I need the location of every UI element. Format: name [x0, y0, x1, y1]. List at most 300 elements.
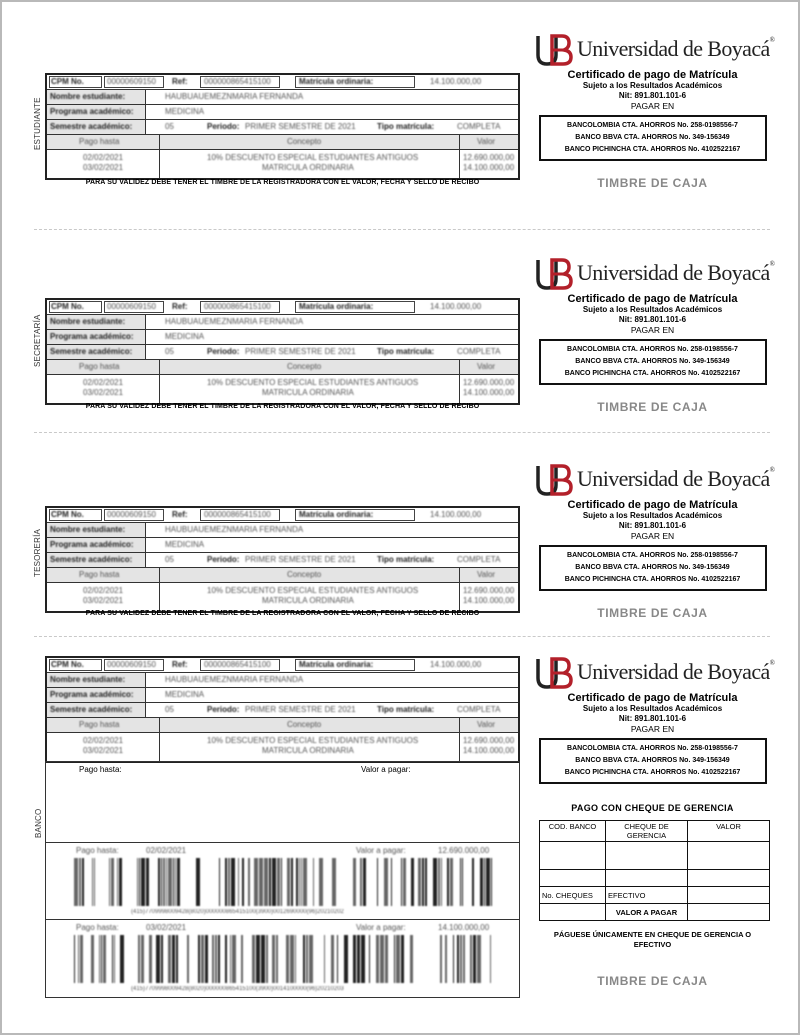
barcode-bar	[457, 935, 459, 983]
ref-value: 000000865415100	[204, 77, 271, 86]
barcode-2-value-label: Valor a pagar:	[356, 923, 406, 932]
certificate-header	[535, 33, 775, 161]
valor-a-pagar-total-label: VALOR A PAGAR	[606, 904, 688, 921]
type-label: Tipo matrícula:	[377, 705, 435, 714]
barcode-bar	[120, 935, 124, 983]
barcode-2	[74, 935, 492, 983]
barcode-bar	[272, 935, 275, 983]
semester-label: Semestre académico:	[50, 555, 133, 564]
barcode-bar	[486, 858, 490, 906]
barcode-bar	[109, 858, 110, 906]
pay-at: PAGAR EN	[630, 101, 675, 111]
university-logo	[535, 463, 775, 497]
barcode-bar	[422, 858, 424, 906]
paguese-note: PÁGUESE ÚNICAMENTE EN CHEQUE DE GERENCIA O EFECTIVO	[553, 930, 752, 949]
barcode-bar	[261, 935, 265, 983]
value-header: Valor	[477, 570, 496, 579]
barcode-bar	[177, 858, 180, 906]
date-2: 03/02/2021	[83, 388, 124, 397]
row-cpm	[47, 75, 518, 90]
cpm-value: 00000609150	[107, 510, 156, 519]
certificate-header	[535, 463, 775, 591]
receipt-table	[45, 656, 520, 763]
type-label: Tipo matrícula:	[377, 555, 435, 564]
ub-logo-icon	[535, 463, 573, 497]
bank-account-bancolombia: BANCOLOMBIA CTA. AHORROS No. 258-0198556-7	[567, 346, 738, 353]
row-program	[47, 538, 518, 553]
barcode-bar	[269, 858, 271, 906]
row-semester	[47, 703, 518, 718]
barcode-bar	[138, 935, 140, 983]
cut-line	[34, 636, 770, 637]
barcode-bar	[158, 858, 160, 906]
barcode-bar	[101, 935, 102, 983]
amount-1: 12.690.000,00	[463, 153, 515, 162]
col-valor: VALOR	[688, 821, 770, 842]
barcode-bar	[168, 858, 172, 906]
barcode-bar	[161, 858, 162, 906]
barcode-bar	[205, 935, 208, 983]
type-value: COMPLETA	[457, 347, 501, 356]
barcode-bar	[396, 935, 400, 983]
barcode-bar	[425, 858, 427, 906]
num-cheques-label: No. CHEQUES	[540, 887, 606, 904]
barcode-bar	[94, 858, 95, 906]
barcode-2-code: (415)7709998009428(8020)000000865415100(3900)0014100000(96)20210203	[131, 986, 344, 992]
barcode-bar	[232, 935, 236, 983]
barcode-bar	[301, 858, 302, 906]
university-name: Universidad de Boyacá	[577, 659, 770, 684]
barcode-bar	[477, 935, 481, 983]
barcode-bar	[357, 935, 360, 983]
bank-copy-box	[45, 761, 520, 998]
barcode-bar	[112, 935, 113, 983]
barcode-bar	[463, 935, 465, 983]
barcode-bar	[276, 935, 278, 983]
ub-logo-icon	[535, 33, 573, 67]
barcode-bar	[287, 858, 290, 906]
bank-account-bbva: BANCO BBVA CTA. AHORROS No. 349-156349	[575, 757, 730, 764]
barcode-bar	[480, 858, 483, 906]
university-logo	[535, 257, 775, 291]
student-label: Nombre estudiante:	[50, 317, 126, 326]
certificate-header	[535, 656, 775, 784]
amount-2: 14.100.000,00	[463, 163, 515, 172]
certificate-subtitle: Sujeto a los Resultados Académicos	[582, 305, 723, 314]
amount-1: 12.690.000,00	[463, 586, 515, 595]
program-label: Programa académico:	[50, 332, 134, 341]
barcode-1-value: 12.690.000,00	[438, 846, 490, 855]
barcode-bar	[291, 858, 293, 906]
program-label: Programa académico:	[50, 690, 134, 699]
barcode-bar	[460, 935, 462, 983]
barcode-section-2	[46, 919, 519, 996]
barcode-bar	[272, 858, 276, 906]
date-2: 03/02/2021	[83, 746, 124, 755]
barcode-bar	[225, 858, 227, 906]
barcode-bar	[172, 935, 175, 983]
receipt-table	[45, 73, 520, 180]
bank-account-pichincha: BANCO PICHINCHA CTA. AHORROS No. 4102522167	[564, 370, 741, 377]
period-value: PRIMER SEMESTRE DE 2021	[245, 347, 356, 356]
barcode-bar	[401, 858, 402, 906]
cpm-value: 00000609150	[107, 302, 156, 311]
barcode-bar	[319, 858, 323, 906]
program-value: MEDICINA	[165, 332, 205, 341]
period-label: Periodo:	[207, 555, 240, 564]
row-headers	[47, 135, 518, 150]
certificate-title: Certificado de pago de Matrícula	[567, 69, 738, 81]
row-student	[47, 90, 518, 105]
student-label: Nombre estudiante:	[50, 675, 126, 684]
bank-accounts-box	[539, 339, 767, 385]
copy-label: ESTUDIANTE	[33, 97, 42, 150]
ref-label: Ref:	[172, 302, 188, 311]
row-semester	[47, 345, 518, 360]
bank-account-bbva: BANCO BBVA CTA. AHORROS No. 349-156349	[575, 564, 730, 571]
type-value: COMPLETA	[457, 555, 501, 564]
amount-2: 14.100.000,00	[463, 388, 515, 397]
cheque-row-2[interactable]	[540, 870, 606, 887]
row-cpm	[47, 658, 518, 673]
pay-until-header: Pago hasta	[79, 362, 120, 371]
barcode-bar	[91, 935, 94, 983]
cut-line	[34, 432, 770, 433]
barcode-bar	[277, 858, 280, 906]
barcode-bar	[149, 935, 152, 983]
registered-mark: ®	[769, 36, 775, 44]
barcode-bar	[146, 858, 149, 906]
barcode-bar	[303, 935, 305, 983]
matricula-label: Matrícula ordinaria:	[299, 77, 374, 86]
valor-a-pagar-total-value[interactable]	[688, 904, 770, 921]
barcode-bar	[281, 858, 282, 906]
matricula-label: Matrícula ordinaria:	[299, 510, 374, 519]
barcode-bar	[410, 935, 413, 983]
cheque-title: PAGO CON CHEQUE DE GERENCIA	[571, 803, 734, 813]
barcode-bar	[470, 935, 472, 983]
ref-label: Ref:	[172, 77, 188, 86]
ub-logo-icon	[535, 656, 573, 690]
barcode-bar	[187, 935, 189, 983]
row-items	[47, 150, 518, 178]
barcode-bar	[176, 935, 178, 983]
registered-mark: ®	[769, 260, 775, 268]
barcode-1-date-label: Pago hasta:	[76, 846, 119, 855]
barcode-bar	[306, 935, 308, 983]
barcode-bar	[462, 858, 463, 906]
barcode-bar	[163, 858, 165, 906]
barcode-bar	[259, 858, 263, 906]
row-program	[47, 688, 518, 703]
bank-account-bancolombia: BANCOLOMBIA CTA. AHORROS No. 258-0198556-7	[567, 122, 738, 129]
pay-at: PAGAR EN	[630, 724, 675, 734]
amount-2: 14.100.000,00	[463, 746, 515, 755]
barcode-bar	[360, 858, 362, 906]
barcode-bar	[252, 935, 255, 983]
university-logo	[535, 33, 775, 67]
barcode-bar	[460, 858, 461, 906]
concept-2: MATRICULA ORDINARIA	[262, 388, 354, 397]
student-value: HAUBUAUEMEZNMARIA FERNANDA	[165, 92, 304, 101]
semester-value: 05	[165, 347, 174, 356]
barcode-bar	[238, 858, 239, 906]
barcode-bar	[445, 935, 447, 983]
barcode-bar	[337, 935, 338, 983]
barcode-bar	[139, 858, 140, 906]
value-header: Valor	[477, 137, 496, 146]
certificate-title: Certificado de pago de Matrícula	[567, 692, 738, 704]
barcode-bar	[490, 935, 491, 983]
program-value: MEDICINA	[165, 690, 205, 699]
concept-1: 10% DESCUENTO ESPECIAL ESTUDIANTES ANTIGUOS	[207, 736, 419, 745]
program-value: MEDICINA	[165, 540, 205, 549]
period-label: Periodo:	[207, 347, 240, 356]
barcode-bar	[198, 935, 200, 983]
matricula-label: Matrícula ordinaria:	[299, 302, 374, 311]
barcode-bar	[175, 858, 176, 906]
concept-1: 10% DESCUENTO ESPECIAL ESTUDIANTES ANTIGUOS	[207, 378, 419, 387]
concept-2: MATRICULA ORDINARIA	[262, 746, 354, 755]
barcode-bar	[472, 858, 474, 906]
barcode-bar	[391, 858, 392, 906]
student-label: Nombre estudiante:	[50, 92, 126, 101]
program-label: Programa académico:	[50, 107, 134, 116]
nit: Nit: 891.801.101-6	[618, 91, 687, 100]
barcode-bar	[418, 858, 421, 906]
cpm-label: CPM No.	[51, 660, 84, 669]
university-name: Universidad de Boyacá	[577, 36, 770, 61]
barcode-bar	[369, 935, 370, 983]
row-program	[47, 330, 518, 345]
barcode-bar	[286, 935, 289, 983]
date-2: 03/02/2021	[83, 163, 124, 172]
date-1: 02/02/2021	[83, 736, 124, 745]
barcode-bar	[168, 935, 171, 983]
barcode-bar	[228, 858, 230, 906]
barcode-bar	[290, 935, 294, 983]
amount-1: 12.690.000,00	[463, 378, 515, 387]
barcode-bar	[403, 858, 406, 906]
barcode-bar	[433, 858, 437, 906]
barcode-bar	[377, 858, 378, 906]
university-name: Universidad de Boyacá	[577, 260, 770, 285]
concept-header: Concepto	[287, 570, 322, 579]
barcode-bar	[80, 935, 83, 983]
bank-account-pichincha: BANCO PICHINCHA CTA. AHORROS No. 4102522167	[564, 576, 741, 583]
barcode-bar	[230, 935, 231, 983]
barcode-bar	[376, 935, 379, 983]
row-student	[47, 523, 518, 538]
cheque-row-2-cheque[interactable]	[606, 870, 688, 887]
registered-mark: ®	[769, 659, 775, 667]
pay-until-header: Pago hasta	[79, 137, 120, 146]
timbre-de-caja: TIMBRE DE CAJA	[597, 974, 708, 988]
barcode-bar	[353, 935, 356, 983]
cheque-row-1[interactable]	[540, 842, 606, 870]
validity-note: PARA SU VALIDEZ DEBE TENER EL TIMBRE DE LA REGISTRADORA CON EL VALOR, FECHA Y SELLO DE RECIBO	[85, 610, 480, 617]
value-header: Valor	[477, 720, 496, 729]
ref-value: 000000865415100	[204, 302, 271, 311]
barcode-bar	[117, 858, 118, 906]
matricula-value: 14.100.000,00	[430, 510, 482, 519]
bank-account-bancolombia: BANCOLOMBIA CTA. AHORROS No. 258-0198556-7	[567, 552, 738, 559]
barcode-bar	[219, 858, 220, 906]
cpm-value: 00000609150	[107, 77, 156, 86]
period-value: PRIMER SEMESTRE DE 2021	[245, 122, 356, 131]
matricula-value: 14.100.000,00	[430, 302, 482, 311]
barcode-bar	[141, 858, 145, 906]
barcode-2-date: 03/02/2021	[146, 923, 187, 932]
barcode-bar	[385, 935, 388, 983]
cheque-row-1-cheque[interactable]	[606, 842, 688, 870]
student-value: HAUBUAUEMEZNMARIA FERNANDA	[165, 317, 304, 326]
copy-label: SECRETARÍA	[33, 314, 42, 367]
num-cheques-value[interactable]	[540, 904, 606, 921]
row-headers	[47, 568, 518, 583]
nit: Nit: 891.801.101-6	[618, 315, 687, 324]
barcode-section-1	[46, 842, 519, 919]
barcode-bar	[78, 935, 79, 983]
pay-at: PAGAR EN	[630, 325, 675, 335]
student-label: Nombre estudiante:	[50, 525, 126, 534]
cheque-table	[539, 820, 770, 921]
cpm-label: CPM No.	[51, 77, 84, 86]
row-cpm	[47, 508, 518, 523]
period-label: Periodo:	[207, 705, 240, 714]
cheque-row-1-valor[interactable]	[688, 842, 770, 870]
barcode-bar	[166, 858, 167, 906]
registered-mark: ®	[769, 466, 775, 474]
cpm-value: 00000609150	[107, 660, 156, 669]
barcode-bar	[303, 858, 307, 906]
date-1: 02/02/2021	[83, 586, 124, 595]
bank-accounts-box	[539, 545, 767, 591]
valor-a-pagar-label: Valor a pagar:	[361, 765, 411, 774]
barcode-bar	[332, 858, 336, 906]
barcode-bar	[384, 858, 388, 906]
barcode-bar	[161, 935, 163, 983]
type-value: COMPLETA	[457, 705, 501, 714]
nit: Nit: 891.801.101-6	[618, 714, 687, 723]
bank-account-bancolombia: BANCOLOMBIA CTA. AHORROS No. 258-0198556-7	[567, 745, 738, 752]
barcode-bar	[231, 858, 235, 906]
validity-note: PARA SU VALIDEZ DEBE TENER EL TIMBRE DE LA REGISTRADORA CON EL VALOR, FECHA Y SELLO DE RECIBO	[85, 179, 480, 186]
cut-line	[34, 229, 770, 230]
barcode-bar	[248, 858, 250, 906]
barcode-bar	[92, 858, 93, 906]
amount-1: 12.690.000,00	[463, 736, 515, 745]
barcode-bar	[440, 935, 442, 983]
barcode-bar	[141, 935, 144, 983]
barcode-bar	[441, 858, 442, 906]
semester-value: 05	[165, 122, 174, 131]
barcode-bar	[111, 858, 114, 906]
barcode-bar	[484, 858, 485, 906]
row-headers	[47, 360, 518, 375]
bank-account-pichincha: BANCO PICHINCHA CTA. AHORROS No. 4102522167	[564, 769, 741, 776]
copy-label-banco: BANCO	[34, 808, 43, 838]
nit: Nit: 891.801.101-6	[618, 521, 687, 530]
date-1: 02/02/2021	[83, 378, 124, 387]
cpm-label: CPM No.	[51, 510, 84, 519]
period-value: PRIMER SEMESTRE DE 2021	[245, 555, 356, 564]
period-label: Periodo:	[207, 122, 240, 131]
concept-header: Concepto	[287, 362, 322, 371]
row-cpm	[47, 300, 518, 315]
matricula-value: 14.100.000,00	[430, 77, 482, 86]
barcode-1	[74, 858, 492, 906]
barcode-bar	[295, 935, 296, 983]
barcode-bar	[447, 858, 449, 906]
certificate-header	[535, 257, 775, 385]
barcode-bar	[363, 858, 366, 906]
barcode-bar	[473, 935, 476, 983]
student-value: HAUBUAUEMEZNMARIA FERNANDA	[165, 525, 304, 534]
concept-2: MATRICULA ORDINARIA	[262, 596, 354, 605]
timbre-de-caja: TIMBRE DE CAJA	[597, 606, 708, 620]
barcode-bar	[254, 858, 258, 906]
efectivo-value[interactable]	[688, 887, 770, 904]
barcode-bar	[438, 858, 440, 906]
program-label: Programa académico:	[50, 540, 134, 549]
barcode-bar	[74, 858, 78, 906]
row-headers	[47, 718, 518, 733]
barcode-bar	[344, 935, 348, 983]
bank-account-bbva: BANCO BBVA CTA. AHORROS No. 349-156349	[575, 134, 730, 141]
pago-hasta-label: Pago hasta:	[79, 765, 122, 774]
ref-label: Ref:	[172, 510, 188, 519]
concept-1: 10% DESCUENTO ESPECIAL ESTUDIANTES ANTIGUOS	[207, 153, 419, 162]
concept-2: MATRICULA ORDINARIA	[262, 163, 354, 172]
barcode-bar	[103, 935, 106, 983]
semester-label: Semestre académico:	[50, 347, 133, 356]
semester-value: 05	[165, 705, 174, 714]
receipt-table	[45, 506, 520, 613]
row-semester	[47, 120, 518, 135]
period-value: PRIMER SEMESTRE DE 2021	[245, 705, 356, 714]
barcode-1-date: 02/02/2021	[146, 846, 187, 855]
barcode-bar	[453, 935, 454, 983]
certificate-subtitle: Sujeto a los Resultados Académicos	[582, 81, 723, 90]
concept-header: Concepto	[287, 720, 322, 729]
row-items	[47, 583, 518, 611]
pay-until-header: Pago hasta	[79, 720, 120, 729]
barcode-bar	[411, 858, 414, 906]
pay-until-header: Pago hasta	[79, 570, 120, 579]
matricula-value: 14.100.000,00	[430, 660, 482, 669]
barcode-bar	[394, 935, 395, 983]
barcode-bar	[74, 935, 75, 983]
col-cod-banco: COD. BANCO	[540, 821, 606, 842]
row-items	[47, 375, 518, 403]
barcode-bar	[266, 935, 268, 983]
bank-account-pichincha: BANCO PICHINCHA CTA. AHORROS No. 4102522167	[564, 146, 741, 153]
ref-label: Ref:	[172, 660, 188, 669]
cheque-row-2-valor[interactable]	[688, 870, 770, 887]
barcode-bar	[361, 935, 365, 983]
ub-logo-icon	[535, 257, 573, 291]
barcode-bar	[119, 858, 122, 906]
pay-at: PAGAR EN	[630, 531, 675, 541]
barcode-bar	[309, 935, 313, 983]
barcode-bar	[201, 935, 204, 983]
barcode-bar	[215, 935, 217, 983]
barcode-bar	[491, 858, 492, 906]
cpm-label: CPM No.	[51, 302, 84, 311]
date-2: 03/02/2021	[83, 596, 124, 605]
barcode-bar	[296, 858, 298, 906]
